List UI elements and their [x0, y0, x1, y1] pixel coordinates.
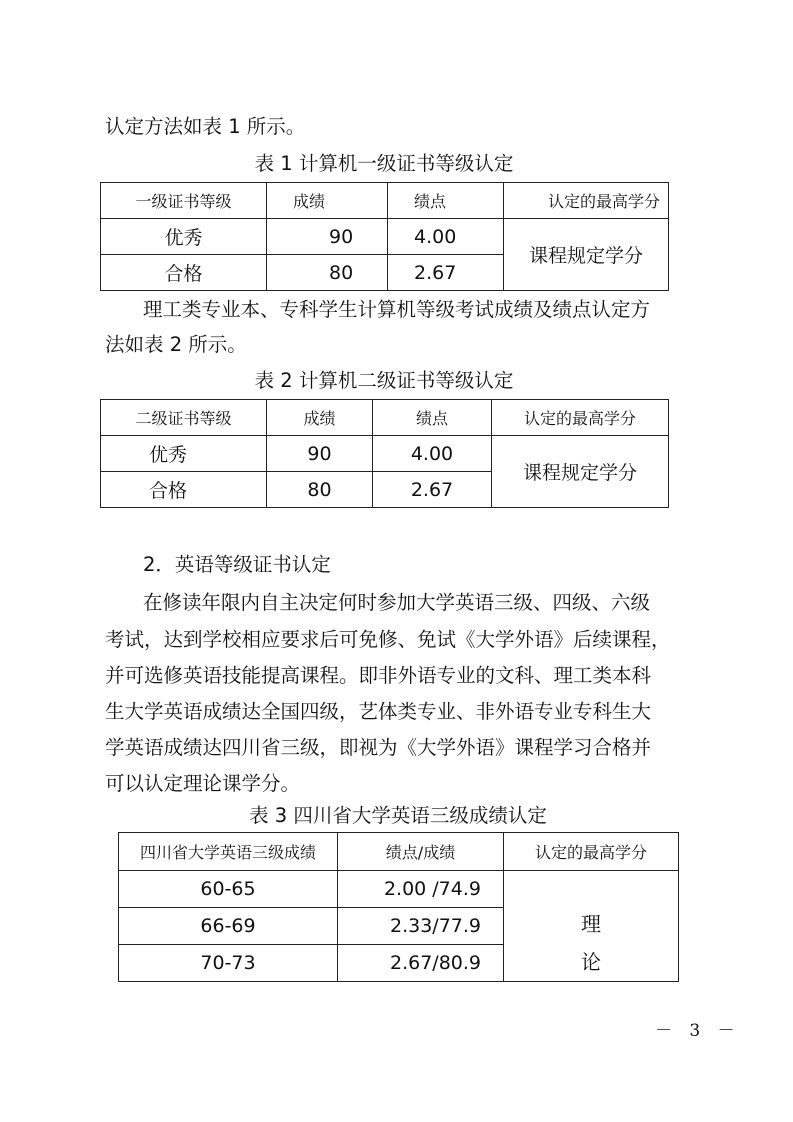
- paragraph2-line2: 法如表 2 所示。: [105, 333, 247, 356]
- table3: [118, 832, 679, 982]
- table-row: [119, 871, 679, 908]
- table3-cell-gpa: 2.67/80.9: [338, 945, 504, 982]
- table3-credit-char-1: 理: [581, 912, 601, 936]
- table3-header-credit: 认定的最高学分: [504, 833, 679, 871]
- intro-paragraph: 认定方法如表 1 所示。: [105, 115, 306, 138]
- paragraph2-line1: 理工类专业本、专科学生计算机等级考试成绩及绩点认定方: [143, 298, 651, 321]
- table1: [100, 182, 669, 291]
- table3-header-score: 四川省大学英语三级成绩: [119, 833, 338, 871]
- section2-line6: 可以认定理论课学分。: [105, 772, 301, 795]
- section2-line3: 并可选修英语技能提高课程。即非外语专业的文科、理工类本科: [105, 664, 652, 687]
- table3-header-row: [119, 833, 679, 871]
- table2-cell-score: 90: [267, 436, 373, 472]
- table1-cell-score: 90: [267, 219, 388, 255]
- table2-header-row: [101, 400, 669, 436]
- table1-header-gpa: 绩点: [388, 183, 504, 219]
- table2-header-score: 成绩: [267, 400, 373, 436]
- table2-header-grade: 二级证书等级: [101, 400, 267, 436]
- section2-heading: 2．英语等级证书认定: [143, 553, 331, 576]
- table1-cell-credit: 课程规定学分: [504, 219, 669, 291]
- table1-cell-gpa: 4.00: [388, 219, 504, 255]
- table1-header-score: 成绩: [267, 183, 388, 219]
- page-number: － 3 －: [655, 1021, 741, 1041]
- table3-cell-score: 60-65: [119, 871, 338, 908]
- table3-cell-gpa: 2.00 /74.9: [338, 871, 504, 908]
- table3-caption: 表 3 四川省大学英语三级成绩认定: [249, 804, 547, 827]
- section2-line1: 在修读年限内自主决定何时参加大学英语三级、四级、六级: [143, 591, 651, 614]
- table1-header-row: [101, 183, 669, 219]
- table1-caption: 表 1 计算机一级证书等级认定: [254, 152, 514, 175]
- table2-header-gpa: 绩点: [373, 400, 492, 436]
- table2-cell-grade: 合格: [101, 472, 267, 508]
- section2-line5: 学英语成绩达四川省三级，即视为《大学外语》课程学习合格并: [105, 736, 652, 759]
- table1-cell-score: 80: [267, 255, 388, 291]
- table3-cell-score: 70-73: [119, 945, 338, 982]
- table2-cell-grade: 优秀: [101, 436, 267, 472]
- table2-caption: 表 2 计算机二级证书等级认定: [254, 369, 514, 392]
- table2-cell-gpa: 4.00: [373, 436, 492, 472]
- table-row: [101, 436, 669, 472]
- table1-header-grade: 一级证书等级: [101, 183, 267, 219]
- table2-header-credit: 认定的最高学分: [492, 400, 669, 436]
- table3-cell-credit: [504, 871, 679, 982]
- table2-cell-score: 80: [267, 472, 373, 508]
- table1-cell-grade: 优秀: [101, 219, 267, 255]
- table-row: [101, 219, 669, 255]
- table1-cell-gpa: 2.67: [388, 255, 504, 291]
- table1-cell-grade: 合格: [101, 255, 267, 291]
- table1-header-credit: 认定的最高学分: [504, 183, 669, 219]
- table3-cell-score: 66-69: [119, 908, 338, 945]
- table2-cell-credit: 课程规定学分: [492, 436, 669, 508]
- table2: [100, 399, 669, 508]
- section2-line2: 考试，达到学校相应要求后可免修、免试《大学外语》后续课程，: [105, 628, 671, 651]
- table3-header-gpa: 绩点/成绩: [338, 833, 504, 871]
- table2-cell-gpa: 2.67: [373, 472, 492, 508]
- section2-line4: 生大学英语成绩达全国四级，艺体类专业、非外语专业专科生大: [105, 700, 652, 723]
- table3-credit-char-2: 论: [581, 950, 601, 974]
- table3-cell-gpa: 2.33/77.9: [338, 908, 504, 945]
